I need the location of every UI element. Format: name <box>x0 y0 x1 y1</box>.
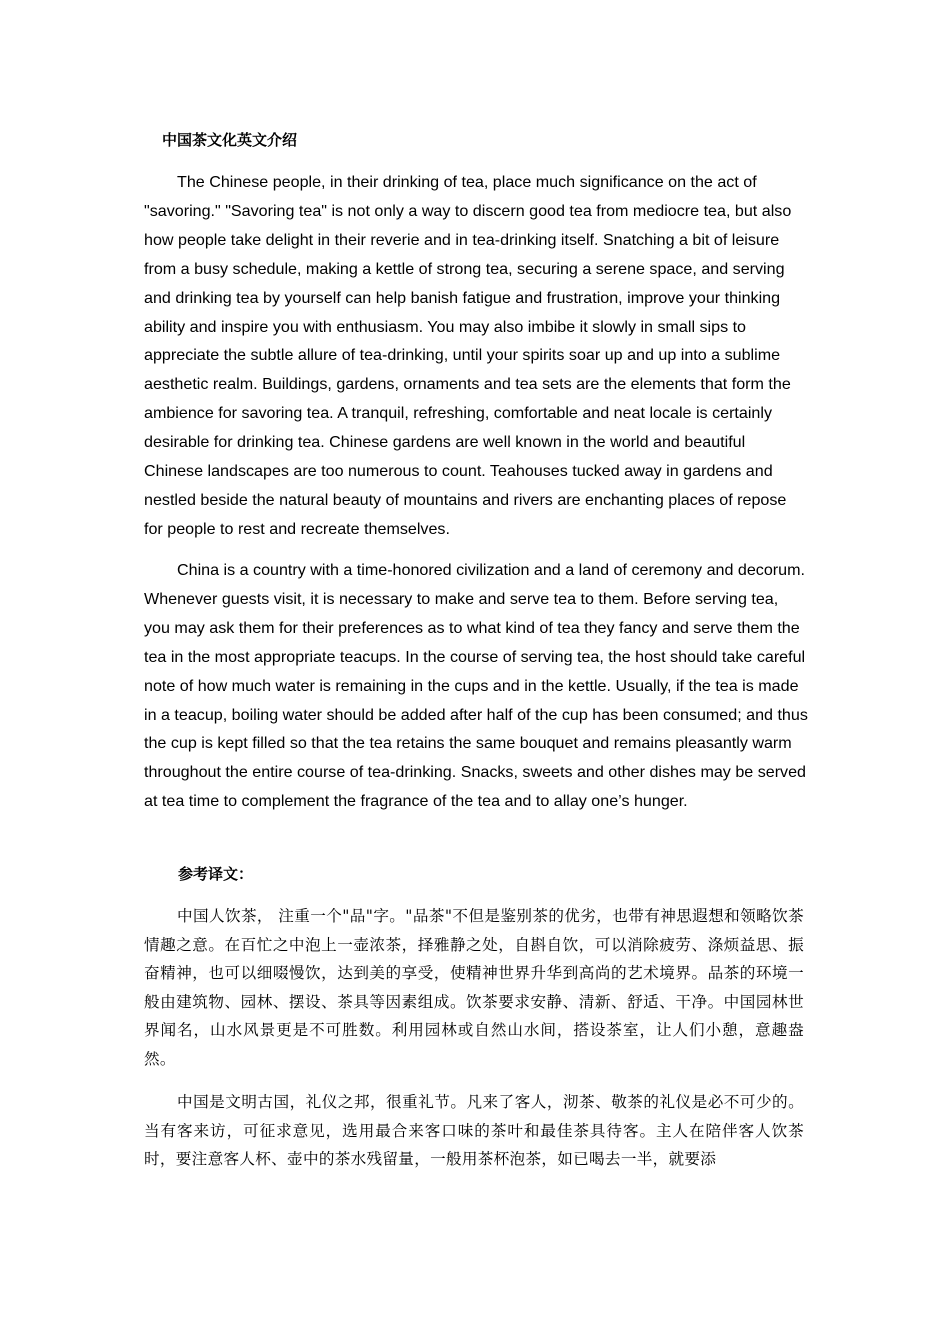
document-title: 中国茶文化英文介绍 <box>162 131 298 149</box>
english-paragraph-2: China is a country with a time-honored civilization and a land of ceremony and decorum. Whenever guests visit, it is necessary to make and serve tea to them. Before serving tea, you may ask them for their preferences as to what kind of tea they fancy and serve them the tea in the most appropriate teacups. In the course of serving tea, the host should take careful note of how much water is remaining in the cups and in the kettle. Usually, if the tea is made in a teacup, boiling water should be added after half of the cup has been consumed; and thus the cup is kept filled so that the tea retains the same bouquet and remains pleasantly warm throughout the entire course of tea-drinking. Snacks, sweets and other dishes may be served at tea time to complement the fragrance of the tea and to allay one’s hunger. <box>144 561 808 811</box>
chinese-paragraph-1: 中国人饮茶， 注重一个"品"字。"品茶"不但是鉴别茶的优劣，也带有神思遐想和领略饮茶情趣之意。在百忙之中泡上一壶浓茶，择雅静之处，自斟自饮，可以消除疲劳、涤烦益思、振奋精神，也可以细啜慢饮，达到美的享受，使精神世界升华到高尚的艺术境界。品茶的环境一般由建筑物、园林、摆设、茶具等因素组成。饮茶要求安静、清新、舒适、干净。中国园林世界闻名，山水风景更是不可胜数。利用园林或自然山水间，搭设茶室，让人们小憩，意趣盎然。 <box>144 907 804 1068</box>
chinese-paragraph-2: 中国是文明古国，礼仪之邦，很重礼节。凡来了客人，沏茶、敬茶的礼仪是必不可少的。当有客来访，可征求意见，选用最合来客口味的茶叶和最佳茶具待客。主人在陪伴客人饮茶时，要注意客人杯、壶中的茶水残留量，一般用茶杯泡茶，如已喝去一半，就要添 <box>144 1093 804 1169</box>
reference-translation-heading: 参考译文： <box>178 865 254 883</box>
english-paragraph-1: The Chinese people, in their drinking of tea, place much significance on the act of "savoring." "Savoring tea" is not only a way to discern good tea from mediocre tea, but also how people take delight in their reverie and in tea-drinking itself. Snatching a bit of leisure from a busy schedule, making a kettle of strong tea, securing a serene space, and serving and drinking tea by yourself can help banish fatigue and frustration, improve your thinking ability and inspire you with enthusiasm. You may also imbibe it slowly in small sips to appreciate the subtle allure of tea-drinking, until your spirits soar up and up into a sublime aesthetic realm. Buildings, gardens, ornaments and tea sets are the elements that form the ambience for savoring tea. A tranquil, refreshing, comfortable and neat locale is certainly desirable for drinking tea. Chinese gardens are well known in the world and beautiful Chinese landscapes are too numerous to count. Teahouses tucked away in gardens and nestled beside the natural beauty of mountains and rivers are enchanting places of repose for people to rest and recreate themselves. <box>144 173 792 538</box>
